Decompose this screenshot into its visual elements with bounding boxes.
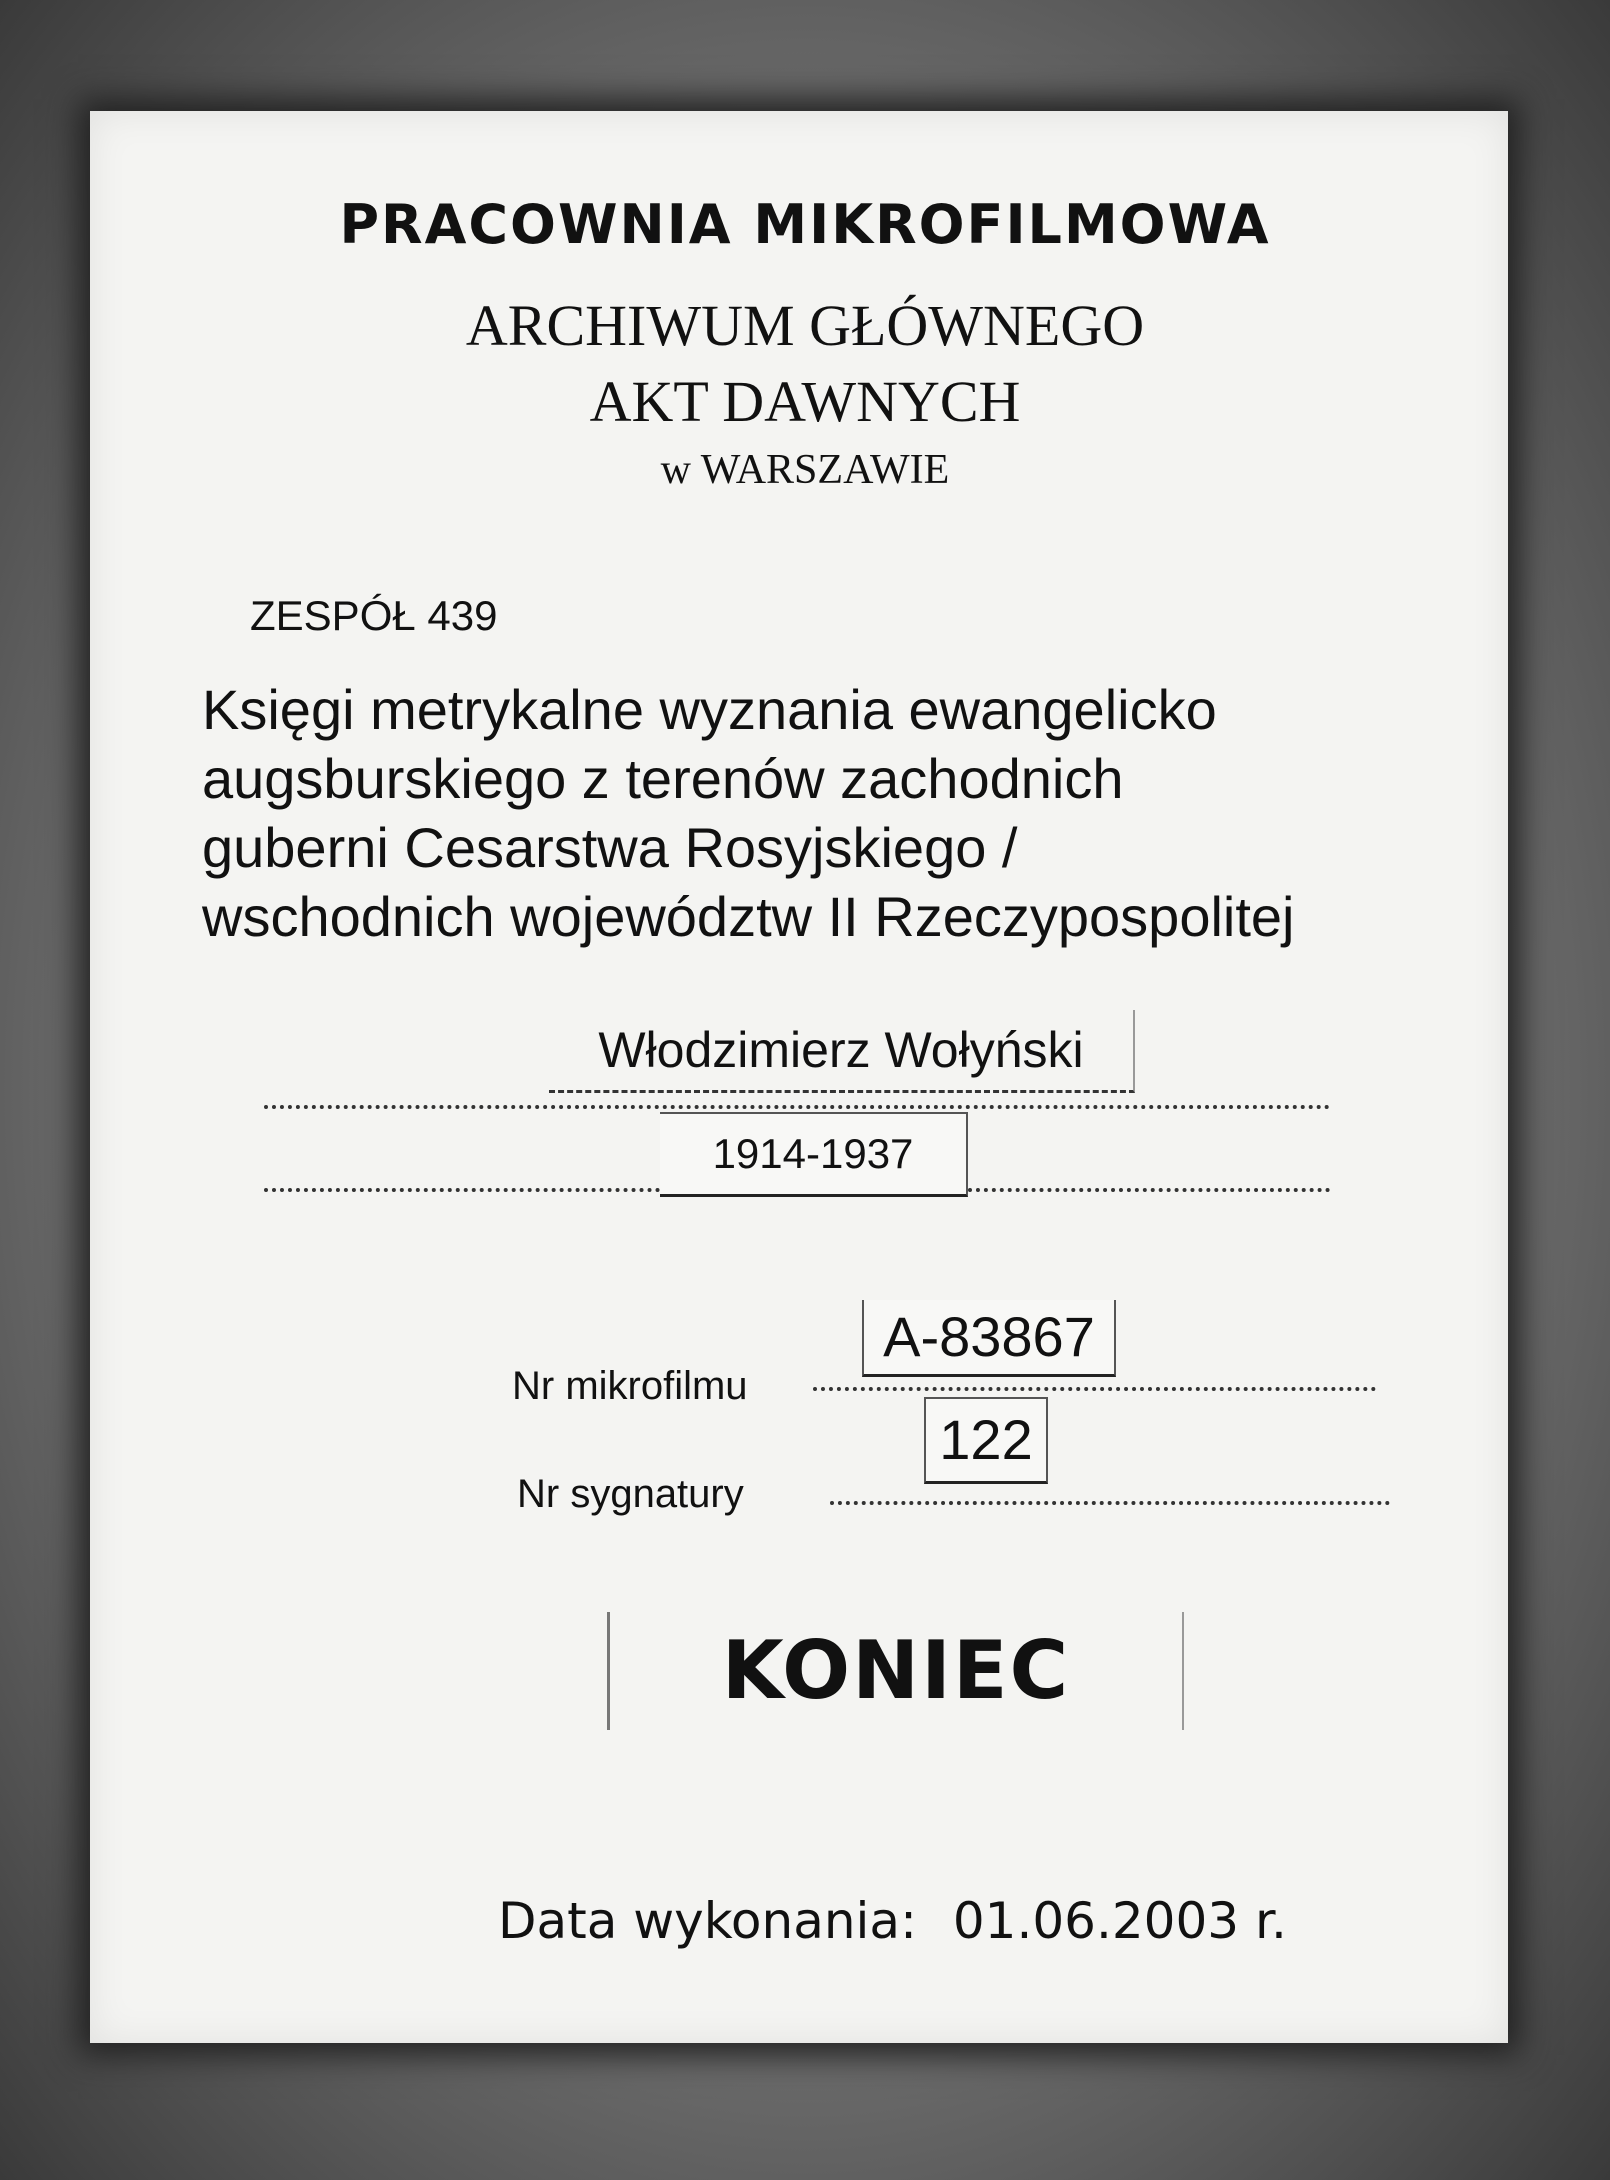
date-value: 01.06.2003 r. — [952, 1892, 1287, 1950]
archive-name-line2: AKT DAWNYCH — [589, 369, 1021, 434]
fond-number: ZESPÓŁ 439 — [250, 592, 498, 639]
archive-city: w WARSZAWIE — [660, 447, 950, 493]
description-line: Księgi metrykalne wyznania ewangelicko — [202, 678, 1217, 741]
end-marker: KONIEC — [721, 1624, 1071, 1717]
years-box — [660, 1112, 968, 1197]
fond-description — [202, 675, 1295, 951]
place-box — [549, 1010, 1135, 1093]
date-label: Data wykonania: — [498, 1892, 917, 1950]
archive-name-line1: ARCHIWUM GŁÓWNEGO — [465, 293, 1145, 358]
description-line: guberni Cesarstwa Rosyjskiego / — [202, 816, 1018, 879]
dotted-line — [264, 1105, 1330, 1109]
years-value: 1914-1937 — [712, 1130, 914, 1177]
signature-number: 122 — [939, 1408, 1033, 1471]
microfilm-number: A-83867 — [883, 1305, 1095, 1368]
dotted-line — [264, 1188, 660, 1192]
description-line: augsburskiego z terenów zachodnich — [202, 747, 1124, 810]
dotted-line — [968, 1188, 1330, 1192]
dotted-line — [830, 1501, 1390, 1505]
dotted-line — [813, 1387, 1376, 1391]
microfilm-number-box — [862, 1300, 1116, 1377]
signature-number-box — [924, 1397, 1048, 1484]
microfilm-label: Nr mikrofilmu — [512, 1364, 748, 1408]
end-marker-box — [607, 1612, 1184, 1730]
workshop-title: PRACOWNIA MIKROFILMOWA — [339, 193, 1271, 256]
description-line: wschodnich województw II Rzeczypospolitej — [202, 885, 1295, 948]
production-date — [498, 1892, 1287, 1950]
signature-label: Nr sygnatury — [517, 1472, 744, 1516]
place-name: Włodzimierz Wołyński — [598, 1022, 1084, 1078]
